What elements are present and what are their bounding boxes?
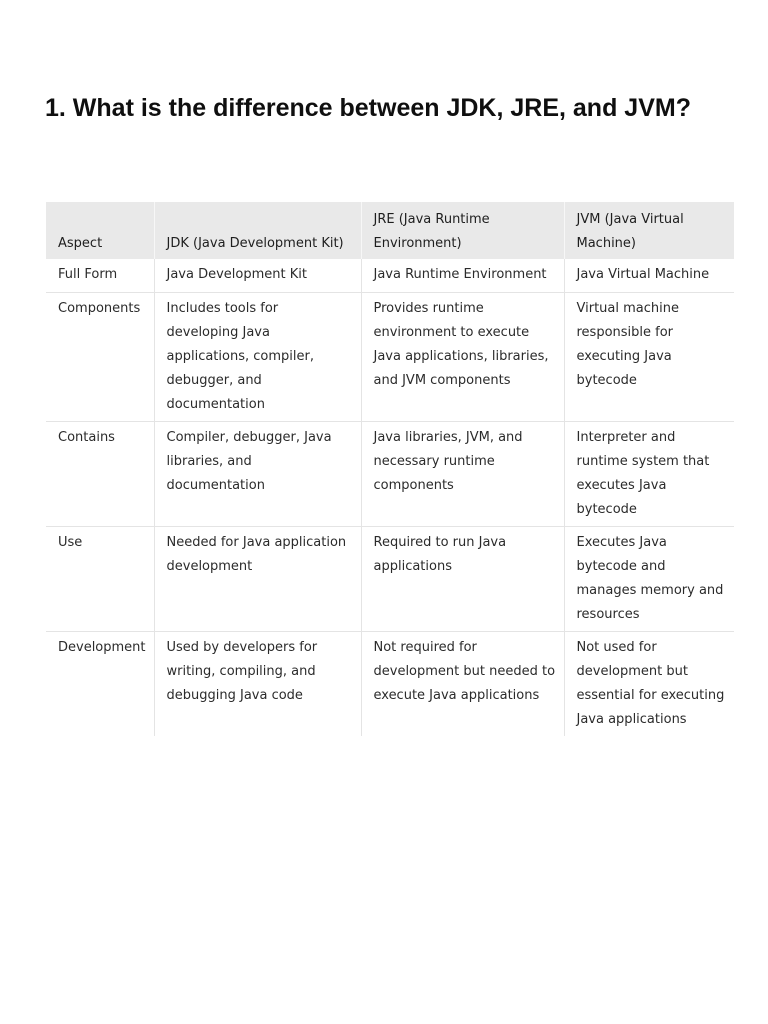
cell-aspect: Use	[46, 526, 154, 631]
cell-jdk: Compiler, debugger, Java libraries, and documentation	[154, 421, 361, 526]
cell-jvm: Java Virtual Machine	[564, 259, 734, 292]
cell-jre: Java Runtime Environment	[361, 259, 564, 292]
header-jvm: JVM (Java Virtual Machine)	[564, 202, 734, 259]
cell-jre: Required to run Java applications	[361, 526, 564, 631]
cell-aspect: Components	[46, 292, 154, 421]
table-row	[46, 526, 734, 631]
comparison-table	[46, 202, 734, 736]
cell-jvm: Interpreter and runtime system that executes Java bytecode	[564, 421, 734, 526]
cell-jdk: Includes tools for developing Java applications, compiler, debugger, and documentation	[154, 292, 361, 421]
table-row	[46, 631, 734, 736]
cell-jre: Provides runtime environment to execute Java applications, libraries, and JVM components	[361, 292, 564, 421]
cell-jre: Java libraries, JVM, and necessary runtime components	[361, 421, 564, 526]
table-row	[46, 292, 734, 421]
cell-aspect: Full Form	[46, 259, 154, 292]
cell-aspect: Development	[46, 631, 154, 736]
table-row	[46, 259, 734, 292]
cell-jvm: Executes Java bytecode and manages memory and resources	[564, 526, 734, 631]
cell-jdk: Used by developers for writing, compiling, and debugging Java code	[154, 631, 361, 736]
page-title: 1. What is the difference between JDK, JRE, and JVM?	[45, 94, 691, 122]
cell-jdk: Java Development Kit	[154, 259, 361, 292]
header-aspect: Aspect	[46, 202, 154, 259]
header-jdk: JDK (Java Development Kit)	[154, 202, 361, 259]
cell-jvm: Virtual machine responsible for executing Java bytecode	[564, 292, 734, 421]
table-header-row	[46, 202, 734, 259]
cell-jvm: Not used for development but essential for executing Java applications	[576, 639, 725, 727]
table-row	[46, 421, 734, 526]
cell-jdk: Needed for Java application development	[154, 526, 361, 631]
cell-jre: Not required for development but needed to execute Java applications	[361, 631, 564, 736]
header-jre: JRE (Java Runtime Environment)	[361, 202, 564, 259]
cell-aspect: Contains	[46, 421, 154, 526]
